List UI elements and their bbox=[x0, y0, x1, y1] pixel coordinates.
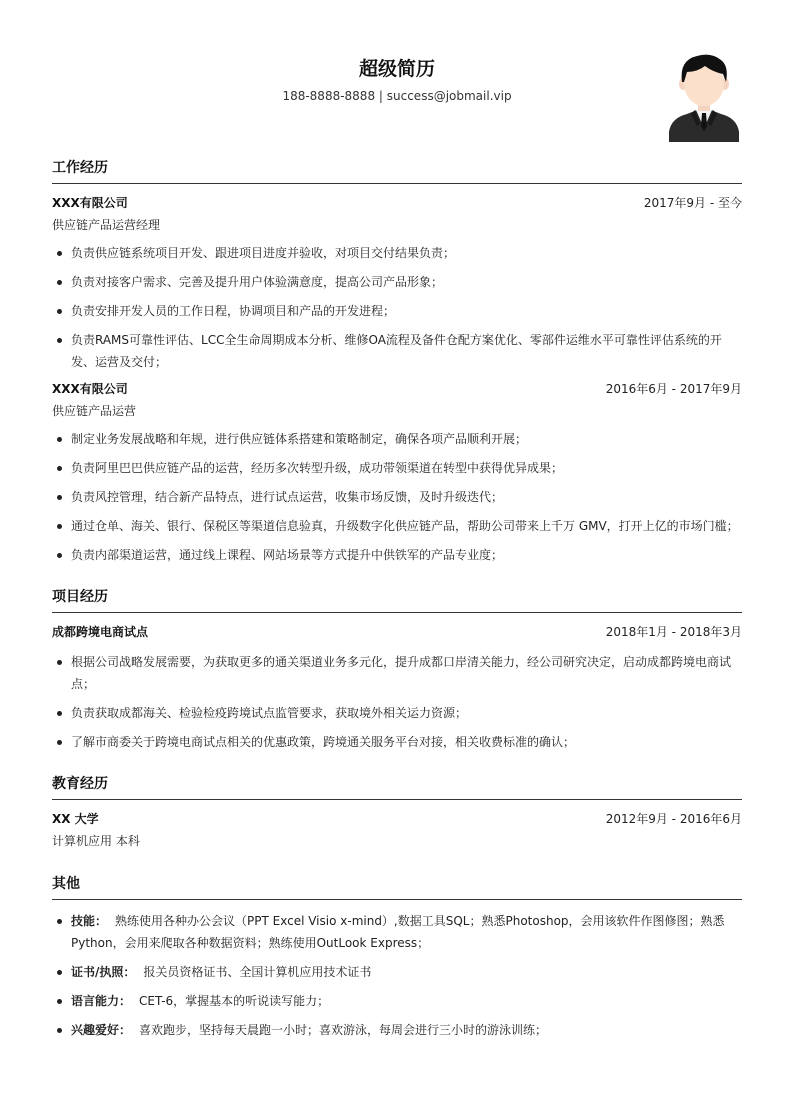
languages-label: 语言能力： bbox=[71, 994, 132, 1008]
contact-info: 188-8888-8888 | success@jobmail.vip bbox=[282, 89, 512, 103]
resume-content bbox=[52, 154, 742, 1048]
list-item: 负责供应链系统项目开发、跟进项目进度并验收，对项目交付结果负责； bbox=[52, 242, 742, 264]
hobbies-label: 兴趣爱好： bbox=[71, 1023, 132, 1037]
list-item: 负责获取成都海关、检验检疫跨境试点监管要求，获取境外相关运力资源； bbox=[52, 702, 742, 724]
list-item bbox=[52, 961, 742, 983]
work-bullet-list bbox=[52, 428, 742, 566]
project-bullet-list bbox=[52, 651, 742, 753]
job-title: 供应链产品运营经理 bbox=[52, 218, 161, 232]
resume-header bbox=[0, 0, 794, 150]
list-item: 负责内部渠道运营，通过线上课程、网站场景等方式提升中供铁军的产品专业度； bbox=[52, 544, 742, 566]
work-bullet-list bbox=[52, 242, 742, 373]
date-range: 2012年9月 - 2016年6月 bbox=[605, 811, 742, 826]
work-section bbox=[52, 154, 742, 566]
list-item bbox=[52, 910, 742, 954]
date-range: 2016年6月 - 2017年9月 bbox=[605, 381, 742, 396]
date-range: 2018年1月 - 2018年3月 bbox=[605, 624, 742, 639]
list-item: 负责安排开发人员的工作日程，协调项目和产品的开发进程； bbox=[52, 300, 742, 322]
other-section bbox=[52, 870, 742, 1041]
project-name: 成都跨境电商试点 bbox=[52, 624, 149, 639]
company-name: XXX有限公司 bbox=[52, 195, 128, 210]
avatar bbox=[667, 52, 741, 142]
other-section-title: 其他 bbox=[52, 870, 742, 900]
list-item: 通过仓单、海关、银行、保税区等渠道信息验真，升级数字化供应链产品，帮助公司带来上千万 GMV，打开上亿的市场门槛； bbox=[52, 515, 742, 537]
list-item bbox=[52, 1019, 742, 1041]
school-name: XX 大学 bbox=[52, 811, 99, 826]
other-bullet-list bbox=[52, 910, 742, 1041]
major-degree: 计算机应用 本科 bbox=[52, 834, 140, 848]
list-item: 负责RAMS可靠性评估、LCC全生命周期成本分析、维修OA流程及备件仓配方案优化、零部件运维水平可靠性评估系统的开发、运营及交付； bbox=[52, 329, 742, 373]
resume-name: 超级简历 bbox=[358, 58, 435, 80]
work-section-title: 工作经历 bbox=[52, 154, 742, 184]
company-name: XXX有限公司 bbox=[52, 381, 128, 396]
job-title: 供应链产品运营 bbox=[52, 404, 137, 418]
list-item: 负责风控管理，结合新产品特点，进行试点运营，收集市场反馈，及时升级迭代； bbox=[52, 486, 742, 508]
work-entry bbox=[52, 380, 742, 566]
list-item: 负责对接客户需求、完善及提升用户体验满意度，提高公司产品形象； bbox=[52, 271, 742, 293]
skills-label: 技能： bbox=[71, 914, 108, 928]
list-item: 了解市商委关于跨境电商试点相关的优惠政策，跨境通关服务平台对接，相关收费标准的确认； bbox=[52, 731, 742, 753]
hobbies-text: 喜欢跑步，坚持每天晨跑一小时；喜欢游泳，每周会进行三小时的游泳训练； bbox=[139, 1023, 548, 1037]
date-range: 2017年9月 - 至今 bbox=[643, 195, 742, 210]
list-item bbox=[52, 990, 742, 1012]
list-item: 根据公司战略发展需要，为获取更多的通关渠道业务多元化，提升成都口岸清关能力，经公司研究决定，启动成都跨境电商试点； bbox=[52, 651, 742, 695]
education-section bbox=[52, 770, 742, 848]
list-item: 制定业务发展战略和年规，进行供应链体系搭建和策略制定，确保各项产品顺利开展； bbox=[52, 428, 742, 450]
languages-text: CET-6，掌握基本的听说读写能力； bbox=[139, 994, 330, 1008]
skills-text: 熟练使用各种办公会议（PPT Excel Visio x-mind）,数据工具SQL；熟悉Photoshop，会用该软件作图修图；熟悉Python，会用来爬取各种数据资料；熟练使用OutLook Express； bbox=[71, 914, 725, 950]
project-section-title: 项目经历 bbox=[52, 583, 742, 613]
list-item: 负责阿里巴巴供应链产品的运营，经历多次转型升级，成功带领渠道在转型中获得优异成果； bbox=[52, 457, 742, 479]
education-section-title: 教育经历 bbox=[52, 770, 742, 800]
work-entry bbox=[52, 194, 742, 373]
certificates-label: 证书/执照： bbox=[71, 965, 136, 979]
project-section bbox=[52, 583, 742, 753]
certificates-text: 报关员资格证书、全国计算机应用技术证书 bbox=[143, 965, 372, 979]
